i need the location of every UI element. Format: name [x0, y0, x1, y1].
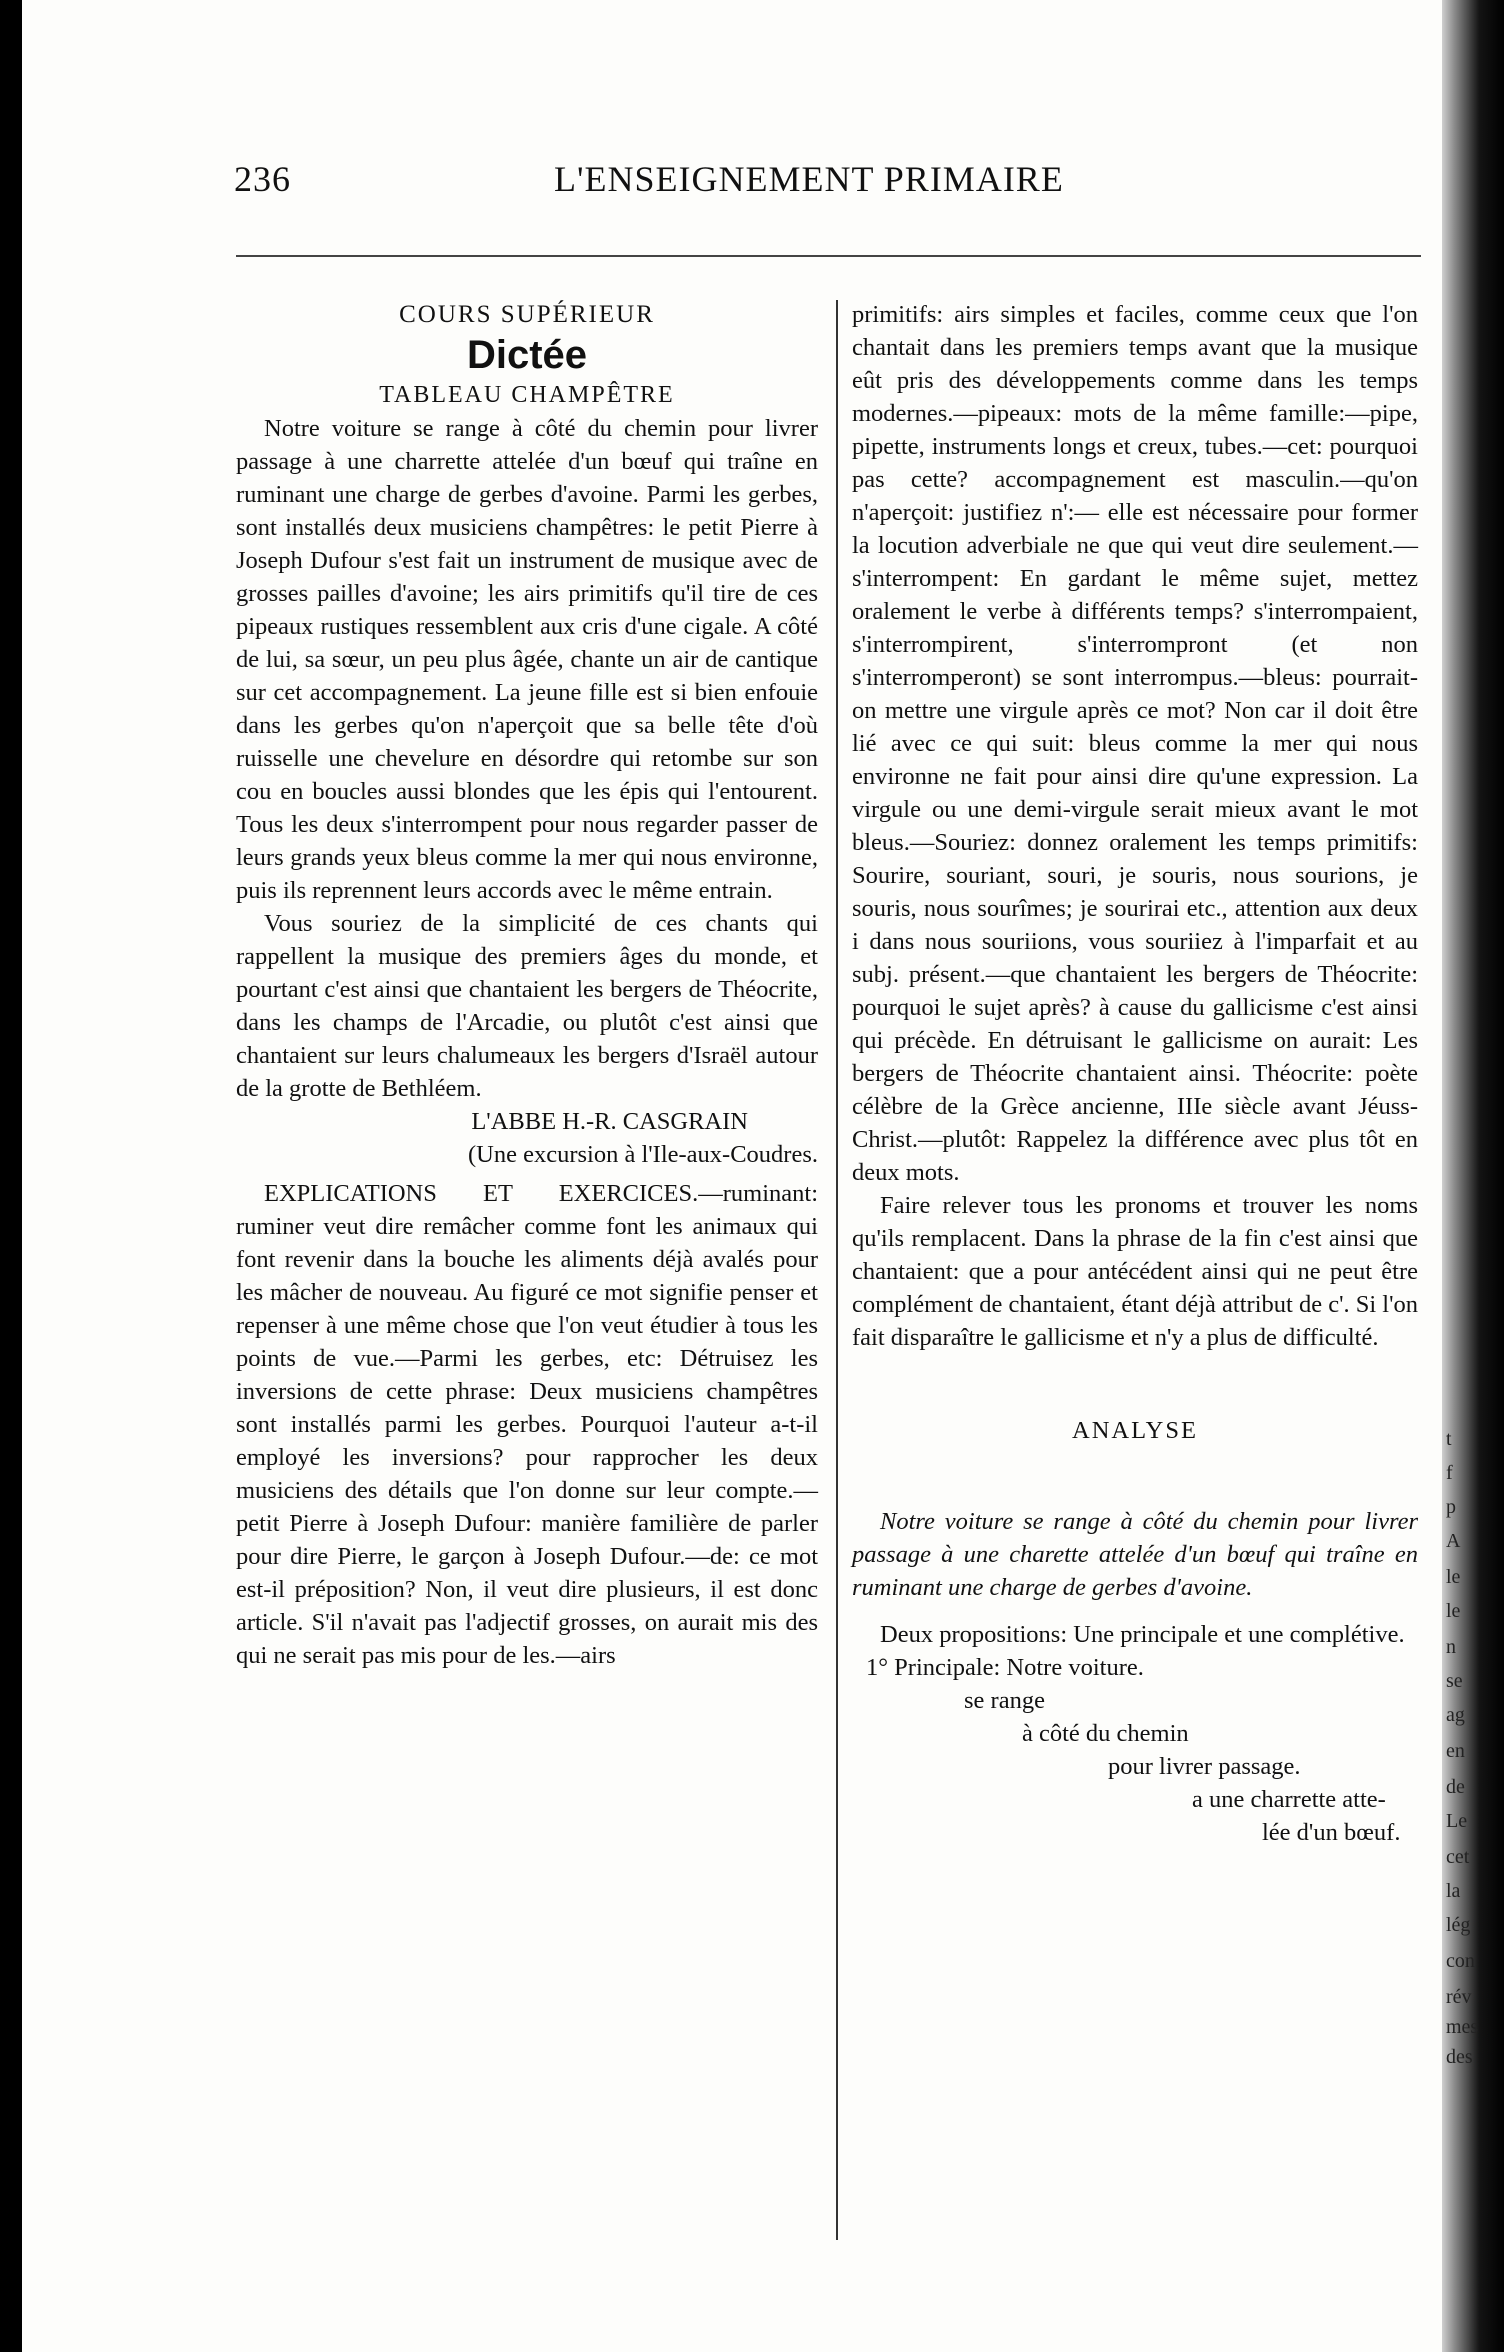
principale-line: 1° Principale: Notre voiture. [866, 1654, 1144, 1681]
facing-page-fragment: en [1446, 1740, 1465, 1762]
explanations-paragraph: EXPLICATIONS ET EXERCICES.—ruminant: ruminer veut dire remâcher comme font les animaux qui font revenir dans la bouche les aliments déjà avalés pour les mâcher de nouveau. Au figuré ce mot signifie penser et repenser à une même chose que l'on veut étudier à tous les points de vue.—Parmi les gerbes, etc: Détruisez les inversions de cette phrase: Deux musiciens champêtres sont installés parmi les gerbes. Pourquoi l'auteur a-t-il employé les inversions? pour rapprocher les deux musiciens des détails que l'on donne sur leur compte.—petit Pierre à Joseph Dufour: manière familière de parler pour dire Pierre, le garçon à Joseph Dufour.—de: ce mot est-il préposition? Non, il veut dire plusieurs, il est donc article. S'il n'avait pas l'adjectif grosses, on aurait mis des qui ne serait pas mis pour de les.—airs [236, 1180, 818, 1669]
facing-page-fragment: A [1446, 1530, 1461, 1552]
facing-page-fragment: la [1446, 1880, 1461, 1902]
facing-page-fragment: n [1446, 1636, 1456, 1658]
analysis-heading: ANALYSE [1072, 1417, 1198, 1444]
analysis-a-cote: à côté du chemin [1022, 1720, 1189, 1747]
analysis-pour: pour livrer passage. [1108, 1753, 1301, 1780]
facing-page-fragment: mes [1446, 2016, 1479, 2038]
facing-page-fragment: lég [1446, 1914, 1471, 1936]
left-column [236, 298, 818, 1672]
facing-page-fragment: cet [1446, 1846, 1470, 1868]
facing-page-fragment: ag [1446, 1704, 1465, 1726]
dictation-paragraph-1: Notre voiture se range à côté du chemin pour livrer passage à une charrette attelée d'un bœuf qui traîne en ruminant une charge de gerbes d'avoine. Parmi les gerbes, sont installés deux musiciens champêtres: le petit Pierre à Joseph Dufour s'est fait un instrument de musique avec de grosses pailles d'avoine; les airs primitifs qu'il tire de ces pipeaux rustiques ressemblent aux cris d'une cigale. A côté de lui, sa sœur, un peu plus âgée, chante un air de cantique sur cet accompagnement. La jeune fille est si bien enfouie dans les gerbes qu'on n'aperçoit que sa belle tête d'où ruisselle une chevelure en désordre qui retombe sur son cou en boucles aussi blondes que les épis qui l'entourent. Tous les deux s'interrompent pour nous regarder passer de leurs grands yeux bleus comme la mer qui nous environne, puis ils reprennent leurs accords avec le même entrain. [236, 415, 818, 904]
explanations-continuation: primitifs: airs simples et faciles, comme ceux que l'on chantait dans les premiers temps avant que la musique eût pris des développements comme dans les temps modernes.—pipeaux: mots de la même famille:—pipe, pipette, instruments longs et creux, tubes.—cet: pourquoi pas cette? accompagnement est masculin.—qu'on n'aperçoit: justifiez n':— elle est nécessaire pour former la locution adverbiale ne que qui veut dire seulement.—s'interrompent: En gardant le même sujet, mettez oralement le verbe à différents temps? s'interrompaient, s'interrompirent, s'interrompront (et non s'interromperont) se sont interrompus.—bleus: pourrait-on mettre une virgule après ce mot? Non car il doit être lié avec ce qui suit: bleus comme la mer qui nous environne ne fait pour ainsi dire qu'une expression. La virgule ou une demi-virgule serait mieux avant le mot bleus.—Souriez: donnez oralement les temps primitifs: Sourire, souriant, souri, je souris, nous sourions, je souris, nous sourîmes; je sourirai etc., attention aux deux i dans nous souriions, vous souriiez à l'imparfait et au subj. présent.—que chantaient les bergers de Théocrite: pourquoi le sujet après? à cause du gallicisme c'est ainsi qui précède. En détruisant le gallicisme on aurait: Les bergers de Théocrite chantaient ainsi. Théocrite: poète célèbre de la Grèce ancienne, IIIe siècle avant Jéuss-Christ.—plutôt: Rappelez la différence avec plus tôt en deux mots. [852, 301, 1418, 1186]
page-number: 236 [234, 159, 291, 199]
article-title: Dictée [466, 333, 588, 377]
propositions-line: Deux propositions: Une principale et une complétive. [880, 1621, 1405, 1648]
author-attribution: L'ABBE H.-R. CASGRAIN [471, 1108, 748, 1135]
facing-page-fragment: le [1446, 1600, 1461, 1622]
facing-page-fragment: le [1446, 1566, 1461, 1588]
facing-page-fragment: con [1446, 1950, 1475, 1972]
facing-page-fragment: f [1446, 1462, 1453, 1484]
facing-page-fragment: p [1446, 1496, 1456, 1518]
facing-page-fragment: se [1446, 1670, 1463, 1692]
column-divider [836, 300, 838, 2240]
running-head [234, 158, 1134, 206]
facing-page-fragment: de [1446, 1776, 1465, 1798]
journal-title: L'ENSEIGNEMENT PRIMAIRE [554, 159, 1064, 199]
facing-page-fragment: t [1446, 1428, 1452, 1450]
dictation-paragraph-2: Vous souriez de la simplicité de ces chants qui rappellent la musique des premiers âges du monde, et pourtant c'est ainsi que chantaient les bergers de Théocrite, dans les champs de l'Arcadie, ou plutôt c'est ainsi que chantaient sur leurs chalumeaux les bergers d'Israël autour de la grotte de Bethléem. [236, 910, 818, 1102]
analysis-se-range: se range [964, 1687, 1045, 1714]
header-rule [236, 255, 1421, 257]
analysis-lee: lée d'un bœuf. [1262, 1819, 1401, 1846]
section-label: COURS SUPÉRIEUR [399, 301, 655, 328]
facing-page-fragment: des [1446, 2046, 1473, 2068]
analysis-sentence: Notre voiture se range à côté du chemin pour livrer passage à une charette attelée d'un bœuf qui traîne en ruminant une charge de gerbes d'avoine. [852, 1508, 1418, 1601]
right-column [852, 298, 1418, 1849]
facing-page-fragment: Le [1446, 1810, 1468, 1832]
analysis-a-une: a une charrette atte- [1192, 1786, 1386, 1813]
source-citation: (Une excursion à l'Ile-aux-Coudres. [467, 1141, 818, 1168]
exercise-paragraph: Faire relever tous les pronoms et trouver les noms qu'ils remplacent. Dans la phrase de la fin c'est ainsi que chantaient: que a pour antécédent ainsi qui ne peut être complément de chantaient, étant déjà attribut de c'. Si l'on fait disparaître le gallicisme et n'y a plus de difficulté. [852, 1192, 1419, 1351]
facing-page-fragment: rév [1446, 1986, 1472, 2008]
article-subtitle: TABLEAU CHAMPÊTRE [379, 382, 675, 408]
